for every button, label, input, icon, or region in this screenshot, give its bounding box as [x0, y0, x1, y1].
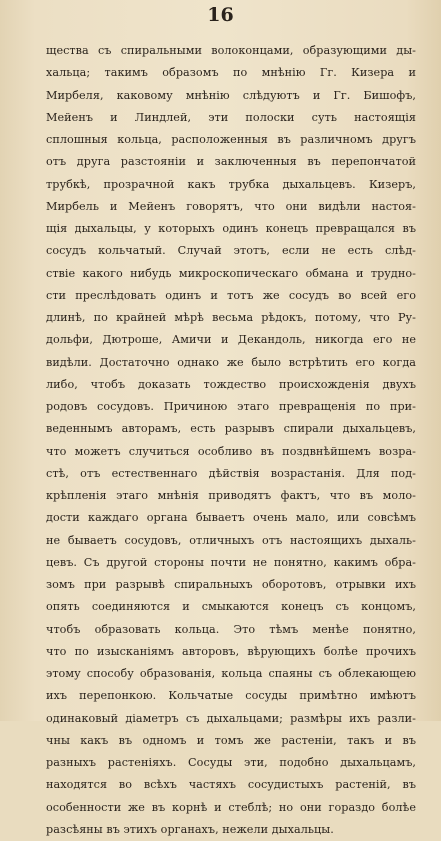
text-line: ихъ перепонкою. Кольчатые сосуды примѣтно имѣютъ [46, 689, 416, 703]
text-line: сти преслѣдовать одинъ и тотъ же сосудъ во всей его [46, 288, 416, 302]
text-line: щества съ спиральными волоконцами, образующими ды- [46, 44, 416, 57]
text-line: отъ друга разстояніи и заключенныя въ перепончатой [46, 155, 416, 169]
text-line: веденнымъ авторамъ, есть разрывъ спирали дыхальцевъ, [46, 422, 416, 436]
text-line: этому способу образованія, кольца спаяны съ облекающею [46, 667, 416, 680]
body-text [46, 40, 416, 841]
text-line: крѣпленія этаго мнѣнія приводятъ фактъ, что въ моло- [46, 489, 416, 502]
text-line: находятся во всѣхъ частяхъ сосудистыхъ растеній, въ [46, 778, 416, 792]
text-line: разсѣяны въ этихъ органахъ, нежели дыхальцы. [46, 822, 334, 836]
text-line: ствіе какого нибудь микроскопическаго обмана и трудно- [46, 266, 416, 280]
text-line: видѣли. Достаточно однако же было встрѣтить его когда [46, 355, 416, 369]
text-line: длинѣ, по крайней мѣрѣ весьма рѣдокъ, потому, что Ру- [46, 311, 416, 324]
text-line: либо, чтобъ доказать тождество происхожденія двухъ [46, 377, 416, 391]
text-line: родовъ сосудовъ. Причиною этаго превращенія по при- [46, 400, 416, 413]
text-line: хальца; такимъ образомъ по мнѣнію Гг. Кизера и [46, 66, 416, 80]
text-line: зомъ при разрывѣ спиральныхъ оборотовъ, отрывки ихъ [46, 578, 416, 591]
text-line: опять соединяются и смыкаются конецъ съ концомъ, [46, 600, 416, 614]
text-line: Мирбель и Мейенъ говорятъ, что они видѣли настоя- [46, 199, 416, 213]
text-line: чтобъ образовать кольца. Это тѣмъ менѣе понятно, [46, 622, 416, 636]
page-number: 16 [207, 4, 234, 26]
text-line: что по изысканіямъ авторовъ, вѣрующихъ болѣе прочихъ [46, 644, 416, 658]
text-line: Мейенъ и Линдлей, эти полоски суть настоящія [46, 110, 416, 124]
text-line: щія дыхальцы, у которыхъ одинъ конецъ превращался въ [46, 222, 416, 235]
text-line: одинаковый діаметръ съ дыхальцами; размѣры ихъ разли- [46, 711, 416, 725]
text-line: сосудъ кольчатый. Случай этотъ, если не есть слѣд- [46, 244, 416, 258]
text-line: особенности же въ корнѣ и стеблѣ; но они гораздо болѣе [46, 800, 416, 814]
text-line: чны какъ въ одномъ и томъ же растеніи, такъ и въ [46, 733, 416, 747]
text-line: сплошныя кольца, расположенныя въ различномъ другъ [46, 133, 416, 146]
text-line: не бываетъ сосудовъ, отличныхъ отъ настоящихъ дыхаль- [46, 533, 416, 547]
text-line: что можетъ случиться особливо въ поздвнѣйшемъ возра- [46, 444, 416, 458]
text-line: дольфи, Дютроше, Амичи и Декандоль, никогда его не [46, 333, 416, 347]
text-line: Мирбеля, каковому мнѣнію слѣдуютъ и Гг. Бишофъ, [46, 88, 416, 102]
text-line: трубкѣ, прозрачной какъ трубка дыхальцевъ. Кизеръ, [46, 177, 416, 191]
text-line: цевъ. Съ другой стороны почти не понятно, какимъ обра- [46, 555, 416, 569]
text-line: стѣ, отъ естественнаго дѣйствія возрастанія. Для под- [46, 466, 416, 480]
text-line: дости каждаго органа бываетъ очень мало, или совсѣмъ [46, 511, 416, 525]
text-line: разныхъ растеніяхъ. Сосуды эти, подобно дыхальцамъ, [46, 756, 416, 769]
